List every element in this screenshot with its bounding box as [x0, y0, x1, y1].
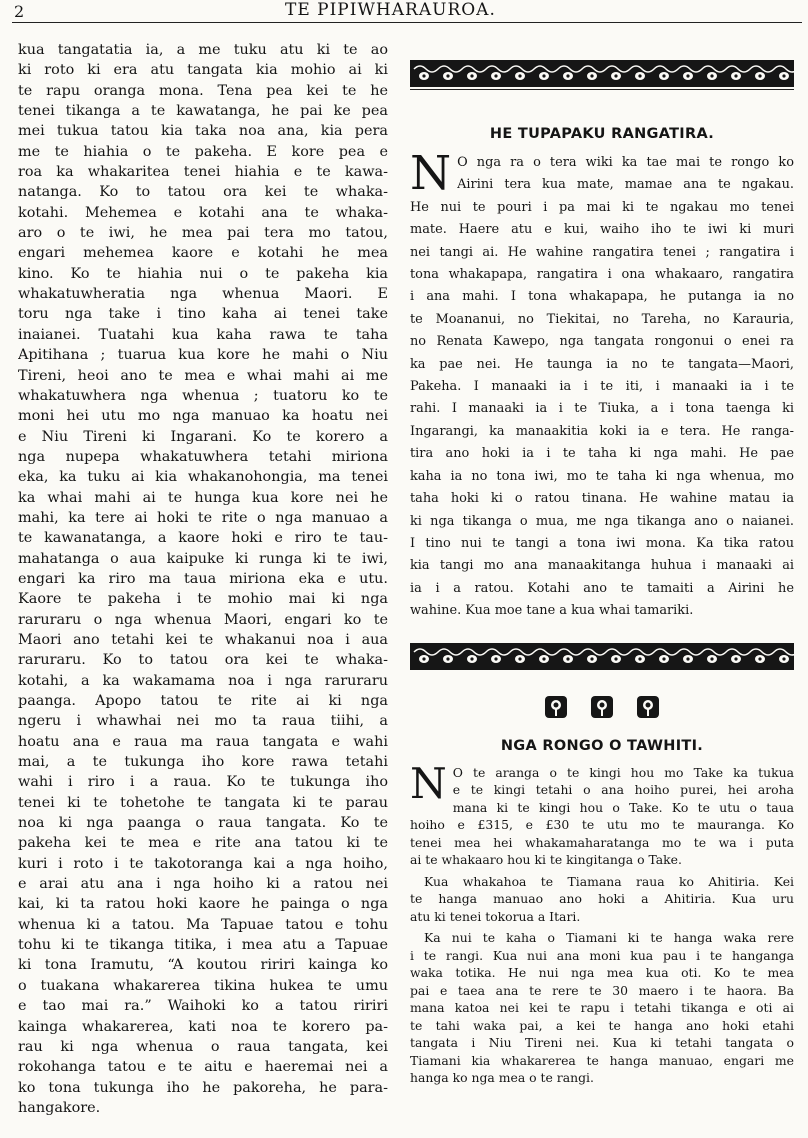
text-line: mahi, ka tere ai hoki te rite o nga manuao a — [18, 509, 388, 526]
rule — [410, 89, 794, 90]
running-title: TE PIPIWHARAUROA. — [285, 0, 496, 20]
text-line: ko tona tukunga iho he pakoreha, he para- — [18, 1079, 388, 1096]
text-line: whakatuwheratia nga whenua Maori. E — [18, 286, 388, 303]
text-line: raruraru o nga whenua Maori, engari ko te — [18, 611, 388, 628]
right-column — [410, 60, 794, 1087]
text-line: hoiho e £315, e £30 te utu mo te mauranga. Ko — [410, 817, 794, 833]
text-line: rokohanga tatou e te aitu e haeremai nei a — [18, 1059, 388, 1076]
flower-ornament-icon — [591, 696, 613, 718]
text-line: moni hei utu mo nga manuao ka hoatu nei — [18, 408, 388, 425]
text-line: kia tangi mo ana manaakitanga huhua i manaaki ai — [410, 558, 794, 574]
text-line: mahatanga o aua kaipuke ki runga ki te iwi, — [18, 550, 388, 567]
text-line: Ingarangi, ka manaakitia koki ia e tera. He ranga- — [410, 423, 794, 439]
text-line: rahi. I manaaki ia i te Tiuka, a i tona taenga ki — [410, 401, 794, 417]
text-line: ka whai mahi ai te hunga kua kore nei he — [18, 489, 388, 506]
text-line: paanga. Apopo tatou te rite ai ki nga — [18, 693, 388, 709]
text-line: kainga whakarerea, kati noa te korero pa- — [18, 1018, 388, 1035]
text-line: pai e taea ana te rere te 30 maero i te haora. Ba — [410, 982, 794, 998]
text-line: hanga ko nga mea o te rangi. — [410, 1070, 594, 1086]
text-line: O nga ra o tera wiki ka tae mai te rongo ko — [457, 155, 794, 170]
text-line: atu ki tenei tokorua a Itari. — [410, 908, 581, 924]
text-line: no Renata Kawepo, nga tangata rongonui o enei ra — [410, 334, 794, 350]
text-line: hangakore. — [18, 1099, 101, 1116]
text-line: waka totika. He nui nga mea kua oti. Ko te mea — [410, 965, 794, 981]
text-line: ai te whakaaro hou ki te kingitanga o Take. — [410, 852, 682, 868]
text-line: ki tona Iramutu, “A koutou ririri kainga ko — [18, 957, 388, 974]
text-line: Ka nui te kaha o Tiamani ki te hanga waka rere — [424, 930, 794, 946]
vine-ornament-icon — [410, 60, 794, 86]
text-line: rau ki nga whenua o raua tangata, kei — [18, 1038, 388, 1055]
text-line: Pakeha. I manaaki ia i te iti, i manaaki ia i te — [410, 379, 794, 395]
text-line: e Niu Tireni ki Ingarani. Ko te korero a — [18, 428, 388, 445]
text-line: nei tangi ai. He wahine rangatira tenei ; rangatira i — [410, 244, 794, 260]
text-line: natanga. Ko to tatou ora kei te whaka- — [18, 184, 388, 201]
text-line: Maori ano tetahi kei te whakanui noa i aua — [18, 631, 388, 648]
text-line: tenei mea hei whakamaharatanga mo te wa i puta — [410, 834, 794, 850]
text-line: kotahi. Mehemea e kotahi ana te whaka- — [18, 204, 388, 221]
text-line: te kawanatanga, a kaore hoki e riro te tau- — [18, 530, 388, 547]
text-line: tenei ki te tohetohe te tangata ki te parau — [18, 794, 388, 811]
text-line: Tiamani kia whakarerea te hanga manuao, engari me — [410, 1052, 794, 1068]
vine-ornament-icon — [410, 643, 794, 669]
text-line: taha hoki ki o ratou tinana. He wahine matau ia — [410, 491, 794, 507]
text-line: te tahi waka pai, a kei te hanga ano hoki etahi — [410, 1017, 794, 1033]
text-line: pakeha kei te mea e rite ana tatou ki te — [18, 835, 388, 852]
text-line: te rapu oranga mona. Tena pea kei te he — [18, 82, 388, 99]
text-line: tenei tikanga a te kawatanga, he pai ke pea — [18, 103, 388, 120]
text-line: engari mehemea kaore e kotahi he mea — [18, 245, 388, 262]
text-line: e arai atu ana i nga hoiho ki a ratou nei — [18, 876, 388, 893]
text-line: me te hiahia o te pakeha. E kore pea e — [18, 143, 388, 160]
article-title-rongo: NGA RONGO O TAWHITI. — [500, 737, 704, 754]
text-line: I tino nui te tangi a tona iwi mona. Ka tika ratou — [410, 535, 794, 551]
text-line: Tireni, heoi ano te mea e whai mahi ai me — [18, 367, 388, 384]
text-line: ki roto ki era atu tangata kia mohio ai ki — [18, 62, 388, 79]
article-body-rongo — [410, 758, 794, 1087]
text-line: Airini tera kua mate, mamae ana te ngakau. — [457, 177, 794, 193]
ornament-row — [410, 696, 794, 718]
text-line: kino. Ko te hiahia nui o te pakeha kia — [18, 265, 388, 282]
text-line: tira ano hoki ia i te taha ki nga mahi. He pae — [410, 446, 794, 462]
text-line: ka pae nei. He taunga ia no te tangata—Maori, — [410, 356, 794, 372]
text-line: mana katoa nei kei te rapu i tetahi tikanga e oti ai — [410, 1000, 794, 1016]
text-line: noa ki nga paanga o raua tangata. Ko te — [18, 815, 388, 832]
text-line: te hanga manuao ano hoki a Ahitiria. Kua uru — [410, 891, 794, 907]
text-line: raruraru. Ko to tatou ora kei te whaka- — [18, 652, 388, 669]
text-line: Kua whakahoa te Tiamana raua ko Ahitiria. Kei — [424, 873, 794, 889]
text-line: kai, ki ta ratou hoki kaore he painga o nga — [18, 896, 388, 913]
text-line: ia i a ratou. Kotahi ano te tamaiti a Airini he — [410, 580, 794, 596]
text-line: whenua ki a tatou. Ma Tapuae tatou e tohu — [18, 916, 388, 933]
text-line: Kaore te pakeha i te mohio mai ki nga — [18, 591, 388, 608]
text-line: tona whakapapa, rangatira i ona whakaaro, rangatira — [410, 267, 794, 283]
text-line: mana ki te kingi hou o Take. Ko te utu o taua — [452, 799, 794, 815]
text-line: e te kingi tetahi o ana hoiho purei, hei aroha — [452, 782, 794, 798]
text-line: mai, a te tukunga iho kore rawa tetahi — [18, 754, 388, 771]
flower-ornament-icon — [545, 696, 567, 718]
text-line: kuri i roto i te takotoranga kai a nga hoiho, — [18, 855, 388, 872]
page-number: 2 — [14, 2, 25, 21]
text-line: He nui te pouri i pa mai ki te ngakau mo tenei — [410, 199, 794, 215]
text-line: i ana mahi. I tona whakapapa, he putanga ia no — [410, 289, 794, 305]
text-line: i te rangi. Kua nui ana moni kua pau i te hanganga — [410, 947, 794, 963]
left-column-text — [18, 40, 388, 1118]
text-line: wahi i riro i a raua. Ko te tukunga iho — [18, 774, 388, 791]
text-line: inaianei. Tuatahi kua kaha rawa te taha — [18, 326, 388, 343]
text-line: tohu ki te tikanga titika, i mea atu a Tapuae — [18, 937, 388, 954]
text-line: engari ka riro ma taua miriona eka e utu. — [18, 570, 388, 587]
article-title-tupapaku: HE TUPAPAKU RANGATIRA. — [489, 126, 715, 142]
text-line: toru nga take i tino kaha ai tenei take — [18, 306, 388, 323]
drop-cap: N — [410, 758, 447, 808]
header-rule — [12, 22, 802, 23]
text-line: nga nupepa whakatuwhera tetahi miriona — [18, 448, 388, 465]
text-line: ngeru i whawhai nei mo ta raua tiihi, a — [18, 713, 388, 730]
text-line: mei tukua tatou kia taka noa ana, kia pera — [18, 123, 388, 140]
ornament-banner-middle — [410, 643, 794, 670]
text-line: te Moananui, no Tiekitai, no Tareha, no Karauria, — [410, 311, 794, 327]
text-line: mate. Haere atu e kui, waiho iho te iwi ki muri — [410, 222, 794, 238]
flower-ornament-icon — [637, 696, 659, 718]
text-line: tangata i Niu Tireni nei. Kua ki tetahi tangata o — [410, 1035, 794, 1051]
text-line: Apitihana ; tuarua kua kore he mahi o Niu — [18, 347, 388, 364]
text-line: aro o te iwi, he mea pai tera mo tatou, — [18, 225, 388, 242]
text-line: e tao mai ra.” Waihoki ko a tatou ririri — [18, 998, 388, 1015]
ornament-banner-top — [410, 60, 794, 87]
drop-cap: N — [410, 146, 452, 201]
text-line: o tuakana whakarerea tikina hukea te umu — [18, 977, 388, 994]
text-line: ki nga tikanga o mua, me nga tikanga ano o naianei. — [410, 513, 794, 529]
text-line: whakatuwhera nga whenua ; tuatoru ko te — [18, 387, 388, 404]
text-line: wahine. Kua moe tane a kua whai tamariki. — [410, 603, 694, 619]
text-line: roa ka whakaritea tenei hiahia e te kawa- — [18, 164, 388, 181]
text-line: O te aranga o te kingi hou mo Take ka tukua — [452, 764, 794, 780]
text-line: kua tangatatia ia, a me tuku atu ki te ao — [18, 42, 388, 58]
text-line: eka, ka tuku ai kia whakanohongia, ma tenei — [18, 469, 388, 486]
text-line: kaha ia no tona iwi, mo te taha ki nga whenua, mo — [410, 468, 794, 484]
text-line: kotahi, a ka wakamama noa i nga raruraru — [18, 672, 388, 689]
text-line: hoatu ana e raua ma raua tangata e wahi — [18, 733, 388, 750]
article-body-tupapaku — [410, 146, 794, 623]
left-column — [18, 40, 388, 1118]
